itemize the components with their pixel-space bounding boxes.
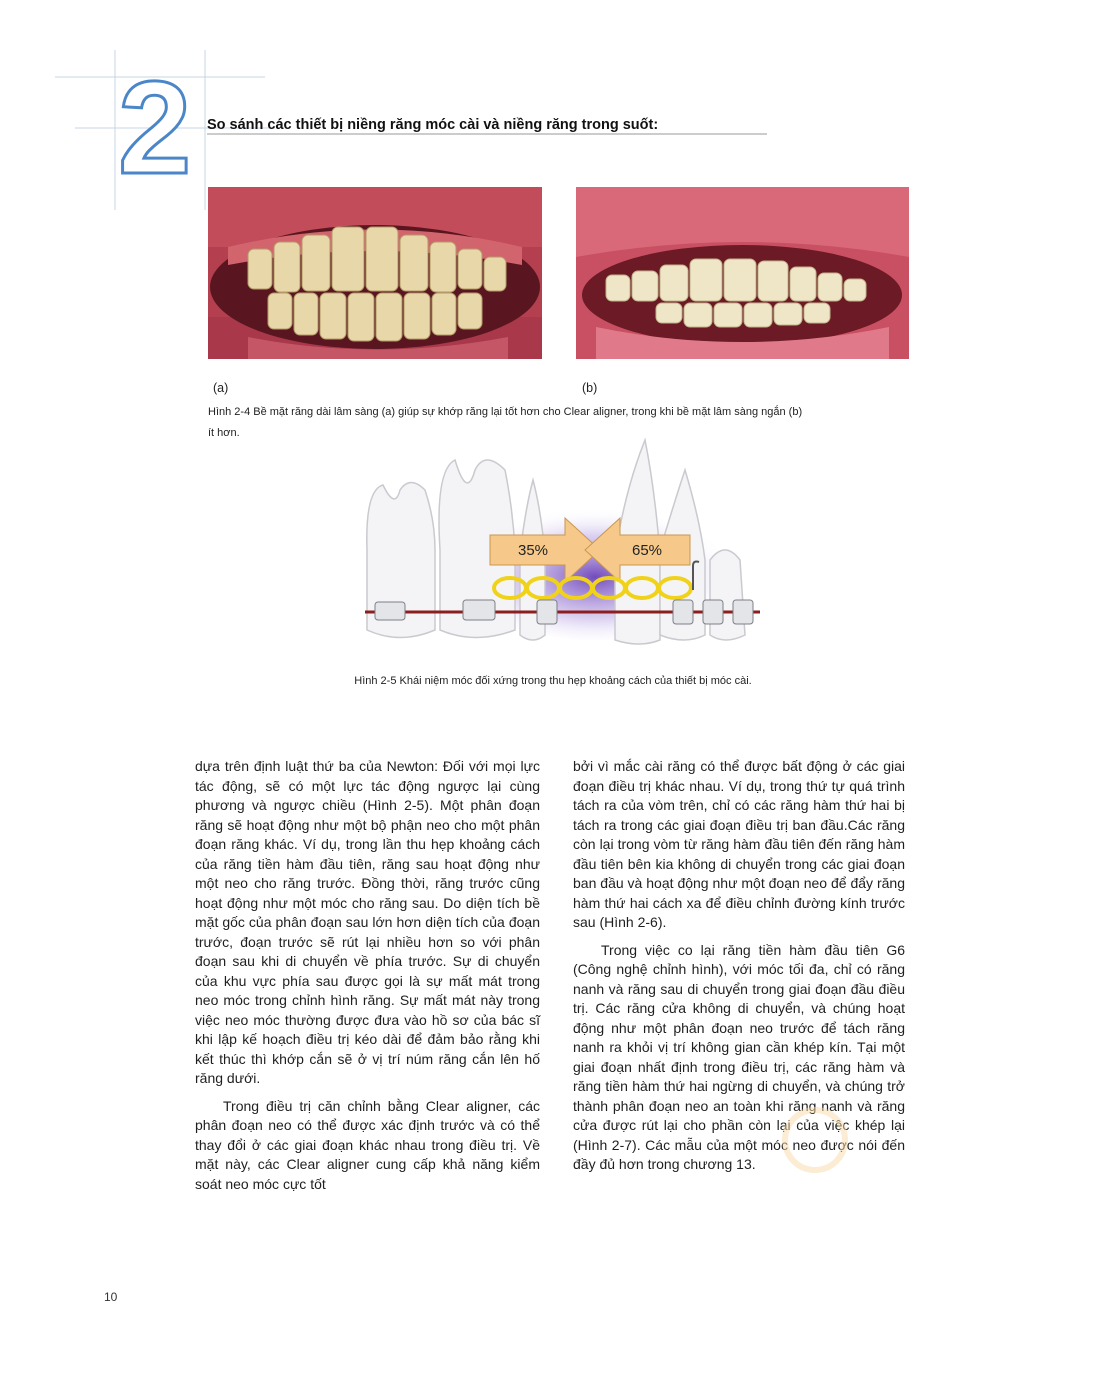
title-rule [207, 133, 767, 137]
body-paragraph: Trong điều trị căn chỉnh bằng Clear aligner, các phân đoạn neo có thể được xác định trước và có thể thay đổi ở các giai đoạn khác nhau trong điều trị. Về mặt này, các Clear aligner cung cấp khả năng kiểm soát neo móc cực tốt [195, 1097, 540, 1192]
body-paragraph: dựa trên định luật thứ ba của Newton: Đối với mọi lực tác động, sẽ có một lực tác động ngược lại cùng phương và ngược chiều (Hình 2-5). Một phân đoạn răng sẽ hoạt động như một bộ phận neo cho một phân đoạn răng khác. Ví dụ, trong lần thu hẹp khoảng cách của răng tiền hàm đầu tiên, răng sau hoạt động như một neo cho răng trước. Đồng thời, răng trước cũng hoạt động như một móc cho răng sau. Do diện tích bề mặt gốc của phân đoạn sau lớn hơn diện tích của đoạn trước, đoạn trước sẽ rút lại nhiều hơn so với phân đoạn sau khi di chuyển về phía trước. Sự di chuyển của khu vực phía sau được gọi là sự mất mát trong neo móc trong chỉnh hình răng. Sự mất mát này trong việc neo móc thường được đưa vào hồ sơ của bác sĩ khi lập kế hoạch điều trị kéo dài để đảm bảo rằng khi kết thúc thì khớp cắn sẽ ở vị trí núm răng cắn lên hố răng dưới. [195, 758, 540, 1086]
body-paragraph: bởi vì mắc cài răng có thể được bất động ở các giai đoạn điều trị khác nhau. Ví dụ, trong thứ tự quá trình tách ra của vòm trên, chỉ có các răng hàm thứ hai bị tách ra trong các giai đoạn điều trị ban đầu.Các răng còn lại trong vòm từ răng hàm đầu tiên đến răng hàm đầu tiên bên kia không di chuyển trong các giai đoạn ban đầu và hoạt động như một đoạn neo để đẩy răng hàm thứ hai cách xa để điều chỉnh đường kính trước sau (Hình 2-6). [573, 758, 905, 930]
clinical-photo-b [576, 187, 909, 359]
watermark-logo-icon [770, 1095, 860, 1185]
figure-label-a: (a) [213, 381, 229, 395]
page-number: 10 [104, 1290, 118, 1304]
body-column-left [195, 757, 540, 1202]
figure-caption-2-4: Hình 2-4 Bề mặt răng dài lâm sàng (a) giúp sự khớp răng lại tốt hơn cho Clear aligner, trong khi bề mặt lâm sàng ngắn (b) ít hơn. [208, 406, 803, 439]
body-paragraph: Trong việc co lại răng tiền hàm đầu tiên G6 (Công nghệ chỉnh hình), với móc tối đa, chỉ có răng nanh và răng sau di chuyển trong giai đoạn đầu điều trị. Các răng cửa không di chuyển, và chúng hoạt động như một phân đoạn neo trước để tách răng nanh ra khỏi vị trí không gian cần khép kín. Tại một giai đoạn nhất định trong điều trị, các răng hàm và răng tiền hàm thứ hai ngừng di chuyển, và chúng trở thành phân đoạn neo an toàn khi răng nanh và răng cửa được rút lại cho phần còn lại của việc khép lại (Hình 2-7). Các mẫu của một móc neo được nói đến đầy đủ hơn trong chương 13. [573, 941, 905, 1172]
chapter-title: So sánh các thiết bị niềng răng móc cài và niềng răng trong suốt: [207, 117, 659, 133]
anchorage-right-percent: 65% [631, 542, 663, 559]
chapter-number: 2 [118, 54, 190, 201]
anchorage-left-percent: 35% [517, 542, 549, 559]
clinical-photo-a [208, 187, 542, 359]
figure-caption-2-5: Hình 2-5 Khái niệm móc đối xứng trong thu hẹp khoảng cách của thiết bị móc cài. [354, 675, 752, 687]
figure-label-b: (b) [582, 381, 598, 395]
anchorage-diagram [355, 430, 775, 650]
